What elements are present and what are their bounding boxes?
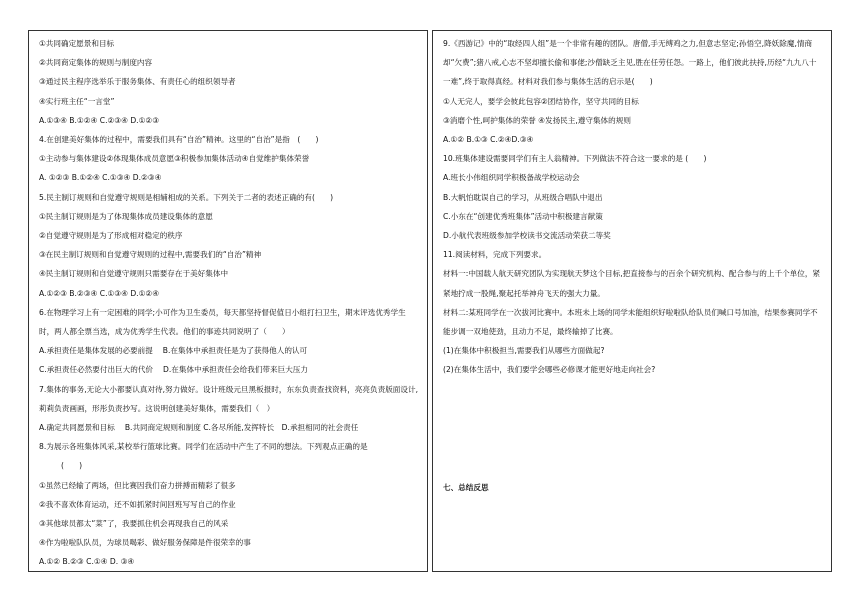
question-11: 11.阅读材料，完成下列要求。 — [443, 250, 547, 260]
text-line: ②自觉遵守规则是为了形成相对稳定的秩序 — [39, 231, 183, 241]
answer-options: A.①② B.②③ C.①④ D. ③④ — [39, 557, 135, 567]
sub-question-1: (1)在集体中积极担当,需要我们从哪些方面做起? — [443, 346, 605, 356]
option-a: A.班长小伟组织同学积极备战学校运动会 — [443, 173, 580, 183]
question-5: 5.民主制订规则和自觉遵守规则是相辅相成的关系。下列关于二者的表述正确的有( ) — [39, 192, 334, 202]
answer-space — [443, 380, 823, 478]
text-line: ③通过民主程序选举乐于服务集体、有责任心的组织领导者 — [39, 77, 236, 87]
question-6: 6.在物理学习上有一定困难的同学;小可作为卫生委员，每天都坚持督促值日小组打扫卫生，期末评选优秀学生时，两人都全票当选，成为优秀学生代表。他们的事迹共同说明了（ ） — [39, 307, 406, 337]
text-line: ③其他球员都太“菜”了，我要抓住机会再现我自己的风采 — [39, 519, 229, 529]
text-line: ③消磨个性,呵护集体的荣誉 ④发扬民主,遵守集体的规则 — [443, 115, 631, 125]
question-8: 8.为展示各班集体风采,某校举行篮球比赛。同学们在活动中产生了不同的想法。下列观点正确的是 — [39, 442, 368, 452]
answer-options: A. ①②③ B.①②④ C.①③④ D.②③④ — [39, 173, 162, 183]
text-line: ④实行班主任“一言堂” — [39, 96, 115, 106]
text-line: ①虽然已经输了两场，但比赛因我们奋力拼搏而精彩了很多 — [39, 480, 236, 490]
answer-options: C.承担责任必然要付出巨大的代价 D.在集体中承担责任会给我们带来巨大压力 — [39, 365, 308, 375]
text-line: ①共同确定愿景和目标 — [39, 39, 115, 48]
option-b: B.大帆怕耽误自己的学习，从班级合唱队中退出 — [443, 192, 603, 202]
section-heading: 七、总结反思 — [443, 482, 489, 492]
option-d: D.小航代表班级参加学校读书交流活动荣获二等奖 — [443, 231, 611, 241]
answer-options: A.①③④ B.①②④ C.②③④ D.①②③ — [39, 115, 160, 125]
question-10: 10.班集体建设需要同学们有主人翁精神。下列做法不符合这一要求的是 ( ) — [443, 154, 707, 164]
answer-bracket: ( ) — [61, 461, 83, 471]
answer-options: A.承担责任是集体发展的必要前提 B.在集体中承担责任是为了获得他人的认可 — [39, 346, 308, 356]
material-two: 材料二:某班同学在一次拔河比赛中。本班未上场的同学未能组织好啦啦队给队员们喊口号加油，结果参赛同学不能步调一双地使劲，且动力不足，最终输掉了比赛。 — [443, 307, 818, 337]
text-line: ②我不喜欢体育运动，还不如抓紧时间回班写写自己的作业 — [39, 499, 236, 509]
text-line: ①民主制订规则是为了体现集体成员建设集体的意愿 — [39, 211, 213, 221]
option-c: C.小东在“创建优秀班集体”活动中积极建言献策 — [443, 211, 603, 221]
text-line: ③在民主制订规则和自觉遵守规则的过程中,需要我们的“自治”精神 — [39, 250, 262, 260]
answer-options: A.①② B.①③ C.②④D.③④ — [443, 135, 534, 145]
question-9: 9.《西游记》中的“取经四人组”是一个非常有趣的团队。唐僧,手无缚鸡之力,但意志坚定;孙悟空,降妖除魔,情商却“欠费”;猪八戒,心志不坚却擅长偷和事佬;沙僧缺乏主见,胜在任劳任怨。一路上，他们彼此扶持,历经“九九八十一难”,终于取得真经。材料对我们参与集体生活的启示是( ) — [443, 39, 817, 87]
sub-question-2: (2)在集体生活中，我们要学会哪些必修课才能更好地走向社会? — [443, 365, 656, 375]
text-line: ④民主制订规则和自觉遵守规则只需要存在于美好集体中 — [39, 269, 229, 279]
right-column — [432, 30, 832, 572]
text-line: ①主动参与集体建设②体现集体成员意愿③积极参加集体活动④自觉维护集体荣誉 — [39, 154, 310, 164]
text-line: ④作为啦啦队队员，为球员喝彩、做好服务保障是件很荣幸的事 — [39, 538, 251, 548]
text-line: ②共同商定集体的规则与制度内容 — [39, 58, 153, 68]
question-7: 7.集体的事务,无论大小都要认真对待,努力做好。设计班级元旦黑板报时，东东负责查找资料，亮亮负责版面设计,莉莉负责画画，形彤负责抄写。这说明创建美好集体，需要我们（ ） — [39, 384, 418, 413]
question-4: 4.在创建美好集体的过程中，需要我们具有“自治”精神。这里的“自治”是指 ( ) — [39, 135, 319, 145]
material-one: 材料一:中国载人航天研究团队为实现航天梦这个目标,把直接参与的百余个研究机构、配合参与的上千个单位，紧紧地拧成一股绳,聚起托举神舟飞天的强大力量。 — [443, 269, 821, 298]
answer-options: A.确定共同愿景和目标 B.共同商定规则和制度 C.各尽所能,发挥特长 D.承担相同的社会责任 — [39, 423, 359, 433]
left-column — [28, 30, 428, 572]
answer-options: A.①②③ B.②③④ C.①③④ D.①②④ — [39, 288, 160, 298]
text-line: ①人无完人，要学会彼此包容②团结协作，坚守共同的目标 — [443, 96, 639, 106]
